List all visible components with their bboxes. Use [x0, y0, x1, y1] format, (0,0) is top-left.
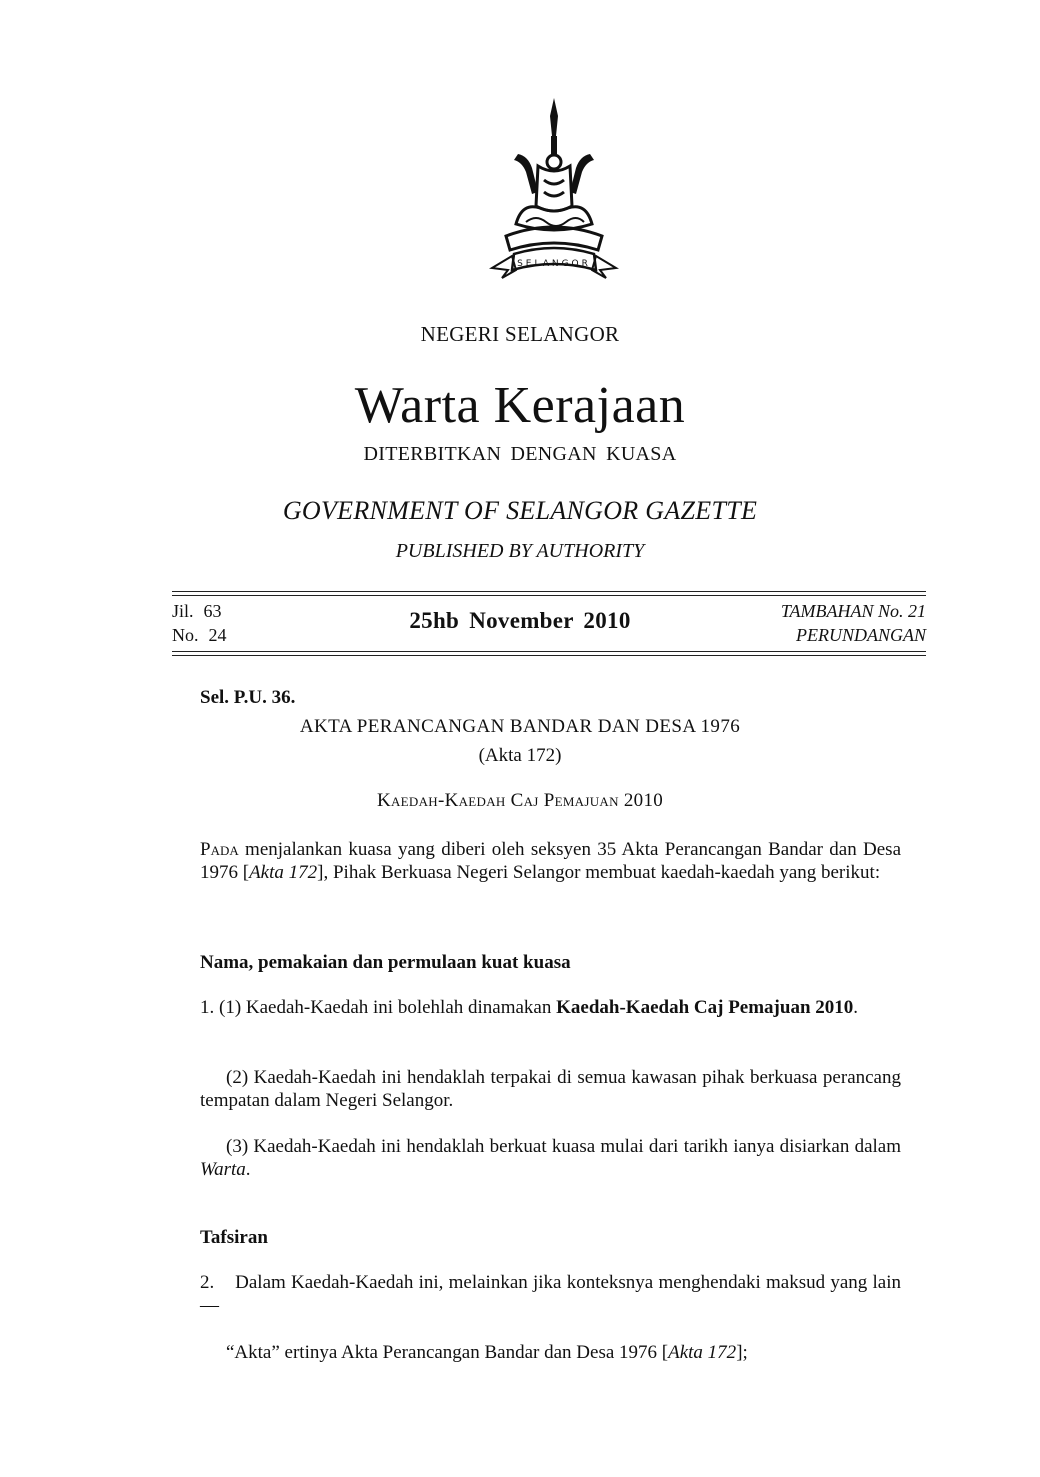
state-name: NEGERI SELANGOR	[420, 322, 620, 346]
selangor-crest-emblem	[488, 96, 620, 282]
rule-1-2: (2) Kaedah-Kaedah ini hendaklah terpakai di semua kawasan pihak berkuasa perancang tempatan dalam Negeri Selangor.	[200, 1067, 901, 1111]
gazette-title: Warta Kerajaan	[354, 377, 686, 434]
issue-date: 25hb November 2010	[409, 608, 631, 633]
act-title: AKTA PERANCANGAN BANDAR DAN DESA 1976	[299, 716, 741, 737]
bottom-rule-2	[172, 655, 926, 656]
rule-1-3: (3) Kaedah-Kaedah ini hendaklah berkuat kuasa mulai dari tarikh ianya disiarkan dalam Warta.	[200, 1136, 901, 1180]
gazette-subtitle: DITERBITKAN DENGAN KUASA	[363, 443, 677, 465]
svg-text:SELANGOR: SELANGOR	[517, 259, 591, 269]
volume-value: 63	[203, 601, 222, 621]
rule-2-intro: 2. Dalam Kaedah-Kaedah ini, melainkan jika konteksnya menghendaki maksud yang lain—	[200, 1272, 901, 1316]
top-rule-2	[172, 595, 926, 596]
section-1-heading: Nama, pemakaian dan permulaan kuat kuasa	[200, 952, 571, 973]
english-title: GOVERNMENT OF SELANGOR GAZETTE	[282, 496, 758, 525]
definition-akta: “Akta” ertinya Akta Perancangan Bandar dan Desa 1976 [Akta 172];	[226, 1342, 748, 1363]
volume-label: Jil.	[172, 601, 194, 621]
act-number: (Akta 172)	[478, 745, 562, 766]
preamble-first-word: Pada	[200, 839, 239, 860]
number-label: No.	[172, 625, 199, 645]
supplement-category: PERUNDANGAN	[796, 625, 926, 645]
number-value: 24	[208, 625, 227, 645]
preamble-paragraph: Pada menjalankan kuasa yang diberi oleh seksyen 35 Akta Perancangan Bandar dan Desa 1976 [Akta 172], Pihak Berkuasa Negeri Selangor membuat kaedah-kaedah yang berikut:	[200, 839, 901, 883]
top-rule-1	[172, 591, 926, 592]
english-subtitle: PUBLISHED BY AUTHORITY	[395, 540, 645, 562]
notice-reference: Sel. P.U. 36.	[200, 687, 296, 708]
supplement-number: TAMBAHAN No. 21	[780, 601, 926, 621]
rule-1-1: 1. (1) Kaedah-Kaedah ini bolehlah dinamakan Kaedah-Kaedah Caj Pemajuan 2010.	[200, 997, 859, 1018]
rules-title: Kaedah-Kaedah Caj Pemajuan 2010	[376, 790, 664, 811]
section-2-heading: Tafsiran	[200, 1227, 268, 1248]
bottom-rule-1	[172, 651, 926, 652]
